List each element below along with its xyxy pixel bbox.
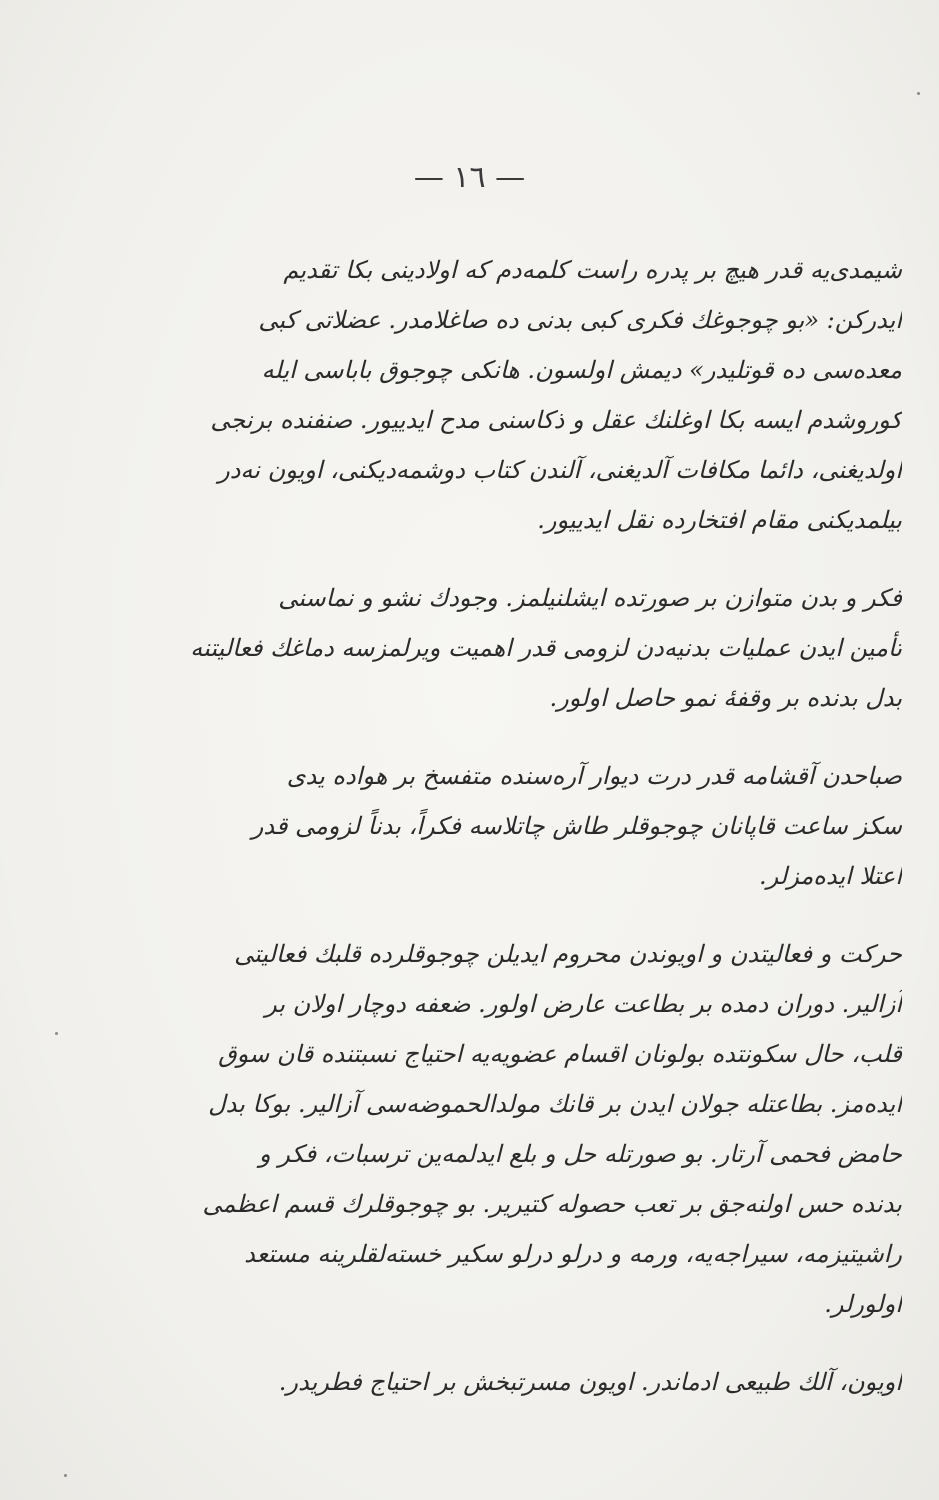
paragraph-5 (42, 1357, 902, 1407)
paragraph-1 (42, 245, 902, 545)
text-line: ایدرکن: «بو چوجوغك فکری کبی بدنی ده صاغلامدر. عضلاتی کبی (258, 306, 902, 334)
text-line: اویون، آلك طبیعی ادماندر. اویون مسرتبخش بر احتیاج فطریدر. (278, 1368, 902, 1396)
text-line: بدنده حس اولنه‌جق بر تعب حصوله کتیریر. بو چوجوقلرك قسم اعظمی (202, 1190, 902, 1218)
paragraph-2 (42, 573, 902, 723)
paragraph-gap (42, 723, 902, 751)
text-line: اولورلر. (824, 1290, 902, 1318)
text-line: تأمین ایدن عملیات بدنیه‌دن لزومی قدر اهمیت ویرلمزسه دماغك فعالیتنه (190, 634, 902, 662)
paragraph-gap (42, 1329, 902, 1357)
text-line: حامض فحمی آرتار. بو صورتله حل و بلع ایدلمه‌ین ترسبات، فکر و (258, 1140, 902, 1168)
text-line: راشیتیزمه، سیراجه‌یه، ورمه و درلو درلو سکیر خسته‌لقلرینه مستعد (244, 1240, 902, 1268)
text-line: حرکت و فعالیتدن و اویوندن محروم ایدیلن چوجوقلرده قلبك فعالیتی (234, 940, 902, 968)
body-text (42, 245, 902, 1407)
text-line: اعتلا ایده‌مزلر. (759, 862, 902, 890)
text-line: شیمدی‌یه قدر هیچ بر پدره راست کلمه‌دم که اولادینی بکا تقدیم (283, 256, 902, 284)
paragraph-4 (42, 929, 902, 1329)
text-line: ایده‌مز. بطاعتله جولان ایدن بر قانك مولدالحموضه‌سی آزالیر. بوکا بدل (208, 1090, 902, 1118)
paragraph-3 (42, 751, 902, 901)
page-number: — ١٦ — (413, 160, 526, 195)
paper-speck (64, 1474, 67, 1477)
text-line: بدل بدنده بر وقفهٔ نمو حاصل اولور. (549, 684, 902, 712)
text-line: سکز ساعت قاپانان چوجوقلر طاش چاتلاسه فکراً، بدناً لزومی قدر (251, 812, 902, 840)
text-line: کوروشدم ایسه بکا اوغلنك عقل و ذکاسنی مدح ایدییور. صنفنده برنجی (210, 406, 902, 434)
paragraph-gap (42, 901, 902, 929)
paragraph-gap (42, 545, 902, 573)
text-line: اولدیغنی، دائما مکافات آلدیغنی، آلندن کتاب دوشمه‌دیکنی، اویون نه‌در (218, 456, 902, 484)
paper-speck (917, 92, 920, 95)
text-line: فکر و بدن متوازن بر صورتده ایشلنیلمز. وجودك نشو و نماسنی (278, 584, 902, 612)
text-line: بیلمدیکنی مقام افتخارده نقل ایدییور. (537, 506, 902, 534)
text-line: آزالیر. دوران دمده بر بطاعت عارض اولور. ضعفه دوچار اولان بر (265, 990, 902, 1018)
paper-speck (55, 1032, 58, 1035)
text-line: صباحدن آقشامه قدر درت دیوار آره‌سنده متفسخ بر هواده یدی (286, 762, 902, 790)
text-line: معده‌سی ده قوتلیدر» دیمش اولسون. هانکی چوجوق باباسی ایله (261, 356, 902, 384)
text-line: قلب، حال سکونتده بولونان اقسام عضویه‌یه احتیاج نسبتنده قان سوق (218, 1040, 902, 1068)
